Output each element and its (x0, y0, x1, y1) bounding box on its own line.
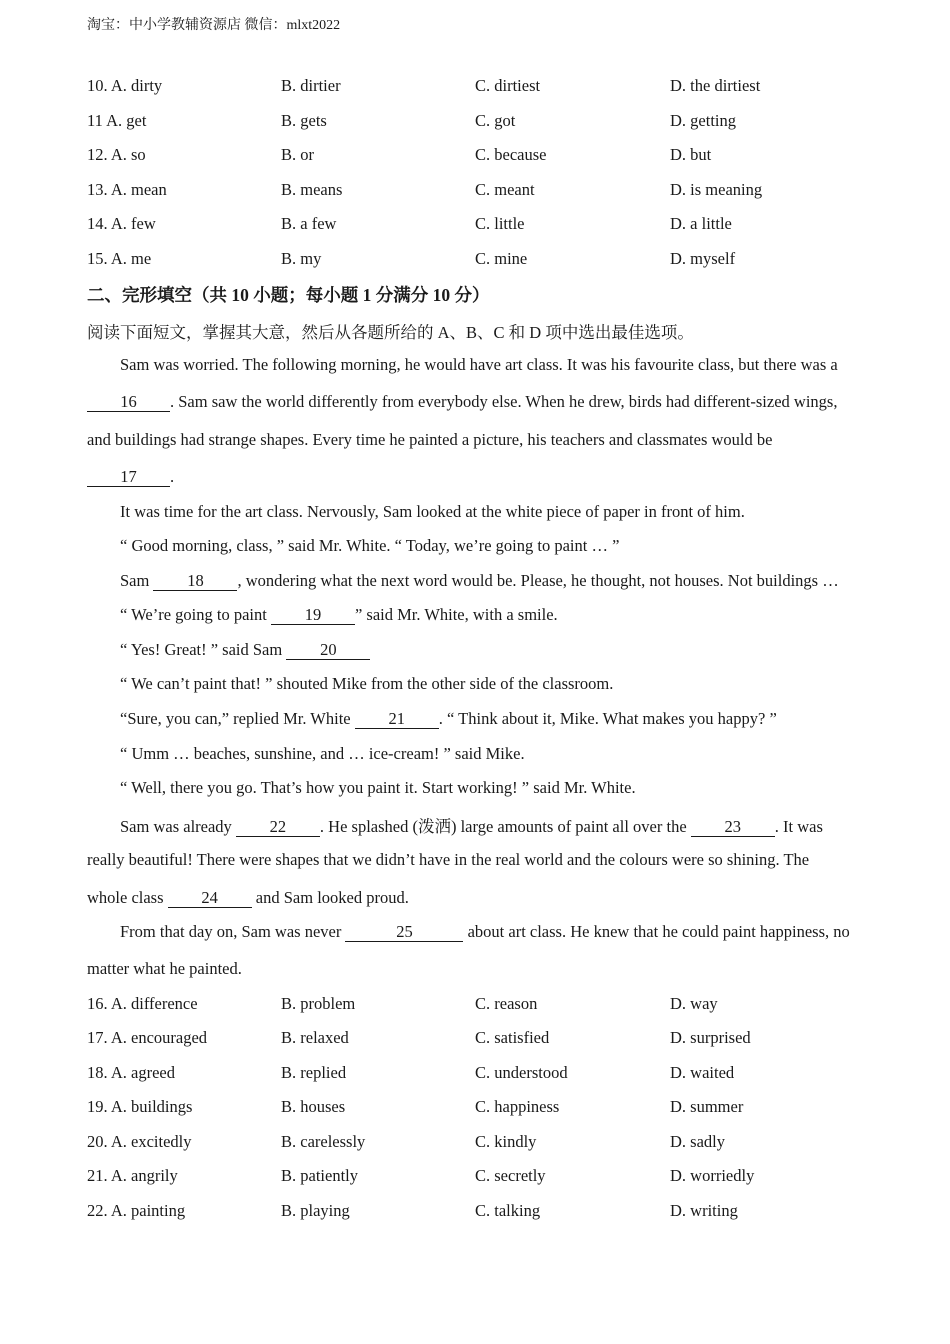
option-c: C. because (475, 145, 547, 164)
option-d: D. myself (670, 249, 736, 268)
passage-line (120, 571, 839, 591)
blank-24: 24 (168, 889, 252, 908)
question-21-options (87, 1166, 887, 1190)
question-22-options (87, 1201, 887, 1225)
passage-text: . “ Think about it, Mike. What makes you happy? ” (438, 709, 777, 728)
question-11-options (87, 111, 887, 135)
option-d: D. sadly (670, 1132, 725, 1151)
option-c: C. talking (475, 1201, 541, 1220)
option-b: B. replied (281, 1063, 347, 1082)
passage-text: “ We’re going to paint (120, 605, 271, 624)
question-18-options (87, 1063, 887, 1087)
question-19-options (87, 1097, 887, 1121)
passage-text: . Sam saw the world differently from everybody else. When he drew, birds had different-sized wings, (170, 392, 838, 411)
passage-line (120, 813, 823, 837)
passage-line (87, 392, 837, 412)
option-d: D. is meaning (670, 180, 763, 199)
passage-line (120, 922, 850, 942)
passage-text: and Sam looked proud. (251, 888, 409, 907)
option-b: B. means (281, 180, 343, 199)
option-c: C. meant (475, 180, 535, 199)
option-d: D. way (670, 994, 718, 1013)
option-c: C. secretly (475, 1166, 546, 1185)
page-header: 淘宝：中小学教辅资源店 微信：mlxt2022 (87, 18, 341, 33)
option-b: B. carelessly (281, 1132, 366, 1151)
blank-19: 19 (271, 606, 355, 625)
option-a: 15. A. me (87, 249, 152, 268)
option-a: 11 A. get (87, 111, 147, 130)
option-c: C. dirtiest (475, 76, 541, 95)
option-b: B. a few (281, 214, 337, 233)
passage-text: , wondering what the next word would be. Please, he thought, not houses. Not buildings … (237, 571, 839, 590)
option-c: C. got (475, 111, 516, 130)
passage-line: “ We can’t paint that! ” shouted Mike from the other side of the classroom. (120, 674, 614, 693)
passage-text: ” said Mr. White, with a smile. (354, 605, 558, 624)
passage-line (87, 467, 174, 487)
option-d: D. summer (670, 1097, 744, 1116)
question-15-options (87, 249, 887, 273)
blank-22: 22 (236, 818, 320, 837)
option-c: C. kindly (475, 1132, 537, 1151)
passage-text: . It was (774, 817, 823, 836)
passage-text: about art class. He knew that he could paint happiness, no (463, 922, 850, 941)
option-c: C. little (475, 214, 525, 233)
passage-line: “ Umm … beaches, sunshine, and … ice-cream! ” said Mike. (120, 744, 525, 763)
passage-line: really beautiful! There were shapes that we didn’t have in the real world and the colours were so shining. The (87, 850, 810, 869)
blank-20: 20 (286, 641, 370, 660)
option-b: B. relaxed (281, 1028, 349, 1047)
option-a: 14. A. few (87, 214, 156, 233)
passage-line: “ Well, there you go. That’s how you paint it. Start working! ” said Mr. White. (120, 778, 636, 797)
passage-line (120, 709, 777, 729)
question-14-options (87, 214, 887, 238)
blank-25: 25 (345, 923, 463, 942)
option-d: D. waited (670, 1063, 735, 1082)
blank-16: 16 (87, 393, 170, 412)
option-a: 13. A. mean (87, 180, 167, 199)
blank-23: 23 (691, 818, 775, 837)
passage-text: Sam (120, 571, 154, 590)
blank-18: 18 (153, 572, 237, 591)
passage-text: “Sure, you can,” replied Mr. White (120, 709, 355, 728)
passage-line: “ Good morning, class, ” said Mr. White. “ Today, we’re going to paint … ” (120, 536, 620, 555)
question-10-options (87, 76, 887, 100)
question-17-options (87, 1028, 887, 1052)
section-instruction: 阅读下面短文，掌握其大意，然后从各题所给的 A、B、C 和 D 项中选出最佳选项。 (87, 323, 694, 342)
passage-text: . (170, 467, 175, 486)
option-a: 21. A. angrily (87, 1166, 178, 1185)
option-b: B. or (281, 145, 314, 164)
option-a: 20. A. excitedly (87, 1132, 192, 1151)
passage-line (87, 888, 409, 908)
option-d: D. getting (670, 111, 736, 130)
blank-21: 21 (355, 710, 439, 729)
option-d: D. a little (670, 214, 732, 233)
option-c: C. happiness (475, 1097, 560, 1116)
question-20-options (87, 1132, 887, 1156)
section-title: 二、完形填空（共 10 小题；每小题 1 分满分 10 分） (87, 285, 490, 305)
option-a: 10. A. dirty (87, 76, 163, 95)
passage-text: Sam was already (120, 817, 236, 836)
option-b: B. gets (281, 111, 327, 130)
option-b: B. my (281, 249, 322, 268)
blank-17: 17 (87, 468, 170, 487)
option-c: C. mine (475, 249, 528, 268)
option-d: D. surprised (670, 1028, 751, 1047)
option-a: 12. A. so (87, 145, 146, 164)
option-a: 17. A. encouraged (87, 1028, 208, 1047)
passage-text: . He splashed (泼洒) large amounts of paint all over the (319, 817, 691, 836)
passage-line: matter what he painted. (87, 959, 242, 978)
option-b: B. houses (281, 1097, 346, 1116)
option-d: D. the dirtiest (670, 76, 761, 95)
option-a: 19. A. buildings (87, 1097, 193, 1116)
option-c: C. satisfied (475, 1028, 550, 1047)
option-c: C. understood (475, 1063, 568, 1082)
option-b: B. dirtier (281, 76, 341, 95)
passage-line: Sam was worried. The following morning, he would have art class. It was his favourite class, but there was a (120, 355, 838, 374)
option-d: D. writing (670, 1201, 738, 1220)
passage-line (120, 640, 370, 660)
passage-line (120, 605, 558, 625)
passage-line: It was time for the art class. Nervously, Sam looked at the white piece of paper in front of him. (120, 502, 745, 521)
option-c: C. reason (475, 994, 538, 1013)
option-b: B. playing (281, 1201, 350, 1220)
question-12-options (87, 145, 887, 169)
option-d: D. but (670, 145, 712, 164)
option-a: 16. A. difference (87, 994, 198, 1013)
option-a: 18. A. agreed (87, 1063, 175, 1082)
passage-line: and buildings had strange shapes. Every time he painted a picture, his teachers and classmates would be (87, 430, 773, 449)
question-13-options (87, 180, 887, 204)
option-a: 22. A. painting (87, 1201, 186, 1220)
question-16-options (87, 994, 887, 1018)
passage-text: From that day on, Sam was never (120, 922, 346, 941)
option-b: B. problem (281, 994, 356, 1013)
passage-text: whole class (87, 888, 168, 907)
passage-text: “ Yes! Great! ” said Sam (120, 640, 287, 659)
option-b: B. patiently (281, 1166, 358, 1185)
option-d: D. worriedly (670, 1166, 755, 1185)
